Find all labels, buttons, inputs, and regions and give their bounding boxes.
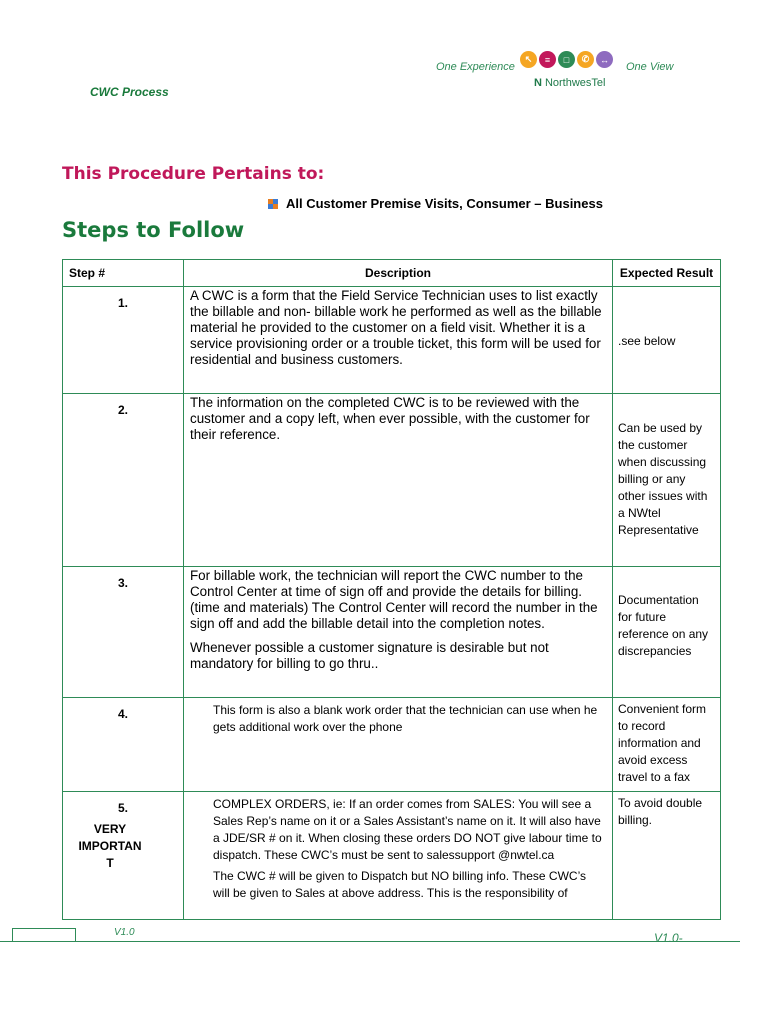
pertains-item bbox=[268, 196, 603, 211]
step-number: 4. bbox=[63, 698, 184, 792]
footer-divider bbox=[0, 941, 740, 942]
footer-version-left: V1.0 bbox=[114, 927, 135, 938]
arrows-icon: ↔ bbox=[596, 51, 613, 68]
step-number: 5. bbox=[117, 801, 128, 815]
monitor-icon: □ bbox=[558, 51, 575, 68]
procedure-table bbox=[62, 259, 721, 920]
step-description bbox=[184, 394, 613, 567]
step-description bbox=[184, 698, 613, 792]
step-number: 1. bbox=[63, 287, 184, 394]
description-paragraph: A CWC is a form that the Field Service Technician uses to list exactly the billable and non- billable work he performed as well as the billable material he provided to the customer on a field visit. Whether it is a service provisioning order or a trouble ticket, this form will be used for residential and business customers. bbox=[190, 288, 602, 367]
header-step: Step # bbox=[63, 260, 184, 287]
table-row bbox=[63, 792, 721, 920]
description-paragraph: The information on the completed CWC is to be reviewed with the customer and a copy left, when ever possible, with the customer for their reference. bbox=[190, 395, 590, 442]
document-title: CWC Process bbox=[90, 85, 169, 99]
brand-icons bbox=[520, 51, 613, 68]
header-expected: Expected Result bbox=[613, 260, 721, 287]
description-paragraph: This form is also a blank work order that the technician can use when he gets additional work over the phone bbox=[213, 703, 598, 734]
expected-result: .see below bbox=[613, 287, 721, 394]
brand-name: NorthwesTel bbox=[544, 77, 606, 89]
step-number: 2. bbox=[63, 394, 184, 567]
pointer-icon: ↖ bbox=[520, 51, 537, 68]
description-paragraph: The CWC # will be given to Dispatch but NO billing info. These CWC’s will be given to Sales at above address. This is the responsibility of bbox=[213, 869, 587, 900]
expected-result: Can be used by the customer when discussing billing or any other issues with a NWtel Representative bbox=[613, 394, 721, 567]
step-note: VERY IMPORTAN T bbox=[78, 822, 142, 870]
list-icon: ≡ bbox=[539, 51, 556, 68]
bullet-icon bbox=[268, 199, 278, 209]
phone-icon: ✆ bbox=[577, 51, 594, 68]
northwestel-logo bbox=[534, 77, 605, 89]
table-row bbox=[63, 394, 721, 567]
tagline-left: One Experience bbox=[436, 61, 515, 73]
brand-mark: N bbox=[534, 77, 542, 89]
step-cell bbox=[63, 792, 184, 920]
table-row bbox=[63, 698, 721, 792]
step-description bbox=[184, 792, 613, 920]
footer-tab bbox=[12, 928, 76, 942]
expected-result: Convenient form to record information and avoid excess travel to a fax bbox=[613, 698, 721, 792]
header-description: Description bbox=[184, 260, 613, 287]
step-description bbox=[184, 567, 613, 698]
pertains-item-text: All Customer Premise Visits, Consumer – Business bbox=[286, 196, 603, 211]
table-row bbox=[63, 287, 721, 394]
expected-result: To avoid double billing. bbox=[613, 792, 721, 920]
step-number: 3. bbox=[63, 567, 184, 698]
pertains-heading: This Procedure Pertains to: bbox=[62, 164, 325, 184]
description-paragraph: For billable work, the technician will report the CWC number to the Control Center at time of sign off and provide the details for billing. (time and materials) The Control Center will record the number in the sign off and add the billable detail into the completion notes. bbox=[190, 568, 598, 631]
description-paragraph: COMPLEX ORDERS, ie: If an order comes from SALES: You will see a Sales Rep’s name on it or a Sales Assistant’s name on it. It will also have a JDE/SR # on it. When closing these orders DO NOT give labour time to dispatch. These CWC’s must be sent to salessupport @nwtel.ca bbox=[213, 797, 602, 862]
tagline-right: One View bbox=[626, 61, 674, 73]
table-row bbox=[63, 567, 721, 698]
description-paragraph: Whenever possible a customer signature is desirable but not mandatory for billing to go thru.. bbox=[190, 640, 549, 671]
steps-heading: Steps to Follow bbox=[62, 218, 245, 242]
brand-header bbox=[436, 50, 696, 100]
expected-result: Documentation for future reference on any discrepancies bbox=[613, 567, 721, 698]
footer-version-right: V1.0- bbox=[654, 931, 683, 945]
step-description bbox=[184, 287, 613, 394]
table-header-row bbox=[63, 260, 721, 287]
